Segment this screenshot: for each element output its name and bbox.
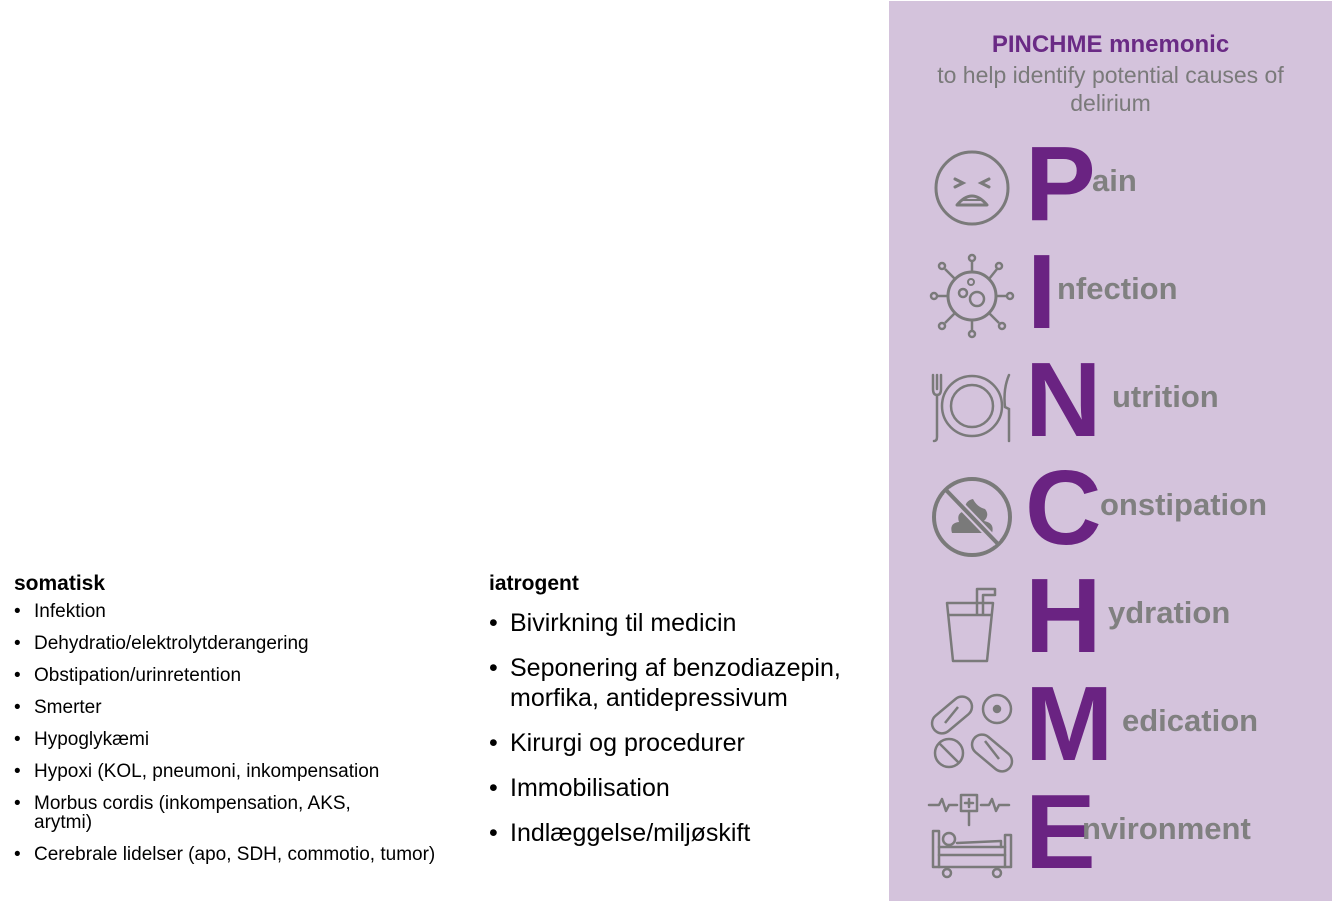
pain-face-icon (927, 143, 1017, 233)
no-poop-icon (927, 467, 1017, 557)
somatisk-section (14, 570, 474, 877)
mnemonic-word: ain (1092, 163, 1137, 198)
mnemonic-letter: P (1025, 125, 1096, 243)
mnemonic-letter: E (1025, 773, 1096, 891)
list-item: • Cerebrale lidelser (apo, SDH, commotio, tumor) (14, 845, 444, 864)
list-item: • Indlæggelse/miljøskift (489, 818, 889, 848)
virus-icon (927, 251, 1017, 341)
list-item: • Kirurgi og procedurer (489, 728, 889, 758)
mnemonic-row-infection (889, 233, 1332, 351)
mnemonic-row-medication (889, 665, 1332, 783)
list-item: • Hypoglykæmi (14, 730, 474, 749)
list-item: • Hypoxi (KOL, pneumoni, inkompensation (14, 762, 474, 781)
list-item: • Immobilisation (489, 773, 889, 803)
somatisk-heading: somatisk (14, 572, 106, 595)
list-item: • Infektion (14, 602, 474, 621)
mnemonic-row-environment (889, 773, 1332, 891)
mnemonic-word: nfection (1057, 271, 1178, 306)
list-item: • Morbus cordis (inkompensation, AKS, arytmi) (14, 794, 409, 832)
somatisk-list (14, 602, 474, 864)
list-item: • Smerter (14, 698, 474, 717)
list-item: • Dehydratio/elektrolytderangering (14, 634, 474, 653)
mnemonic-letter: C (1025, 449, 1102, 567)
mnemonic-word: edication (1122, 703, 1259, 738)
mnemonic-word: nvironment (1082, 811, 1251, 846)
iatrogent-heading: iatrogent (489, 572, 579, 595)
iatrogent-list (489, 608, 889, 848)
mnemonic-row-pain (889, 125, 1332, 243)
mnemonic-letter: M (1025, 665, 1114, 783)
panel-subtitle: to help identify potential causes of delirium (937, 62, 1284, 116)
list-item: • Bivirkning til medicin (489, 608, 889, 638)
list-item: • Obstipation/urinretention (14, 666, 474, 685)
mnemonic-letter: I (1027, 233, 1057, 351)
mnemonic-row-constipation (889, 449, 1332, 567)
mnemonic-word: onstipation (1100, 487, 1268, 522)
pills-icon (927, 683, 1017, 773)
panel-title: PINCHME mnemonic (991, 31, 1230, 58)
mnemonic-row-nutrition (889, 341, 1332, 459)
glass-straw-icon (927, 575, 1017, 665)
plate-cutlery-icon (927, 359, 1017, 449)
hospital-bed-icon (927, 791, 1017, 881)
mnemonic-letter: N (1025, 341, 1102, 459)
mnemonic-row-hydration (889, 557, 1332, 675)
pinchme-panel (889, 1, 1332, 901)
list-item: • Seponering af benzodiazepin, morfika, antidepressivum (489, 653, 885, 713)
mnemonic-word: ydration (1108, 595, 1231, 630)
mnemonic-word: utrition (1112, 379, 1219, 414)
mnemonic-letter: H (1025, 557, 1102, 675)
iatrogent-section (489, 570, 889, 863)
